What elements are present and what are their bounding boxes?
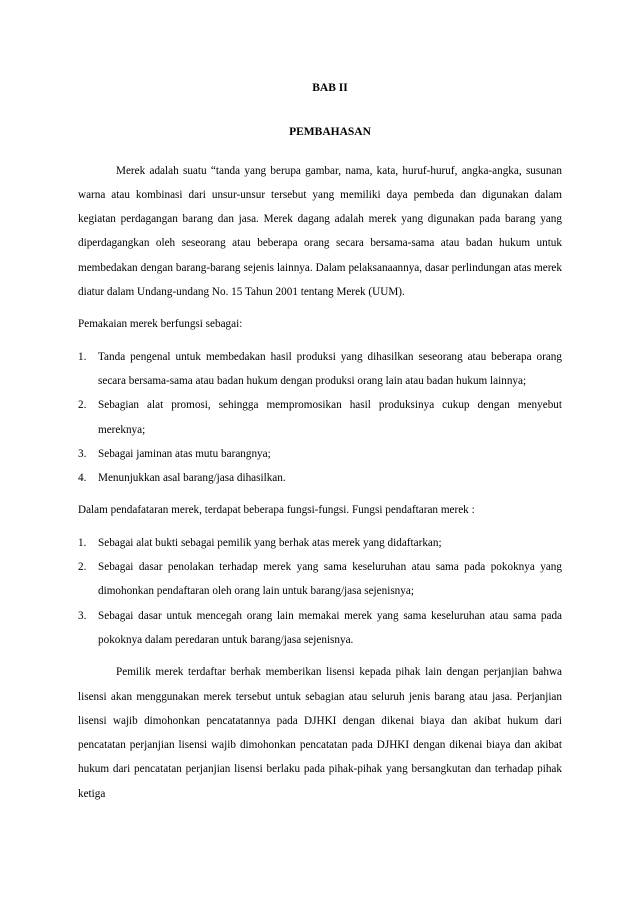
pendaftaran-list <box>78 531 562 652</box>
section-title: PEMBAHASAN <box>289 126 371 139</box>
list-number: 3. <box>78 447 87 460</box>
paragraph-lisensi: Pemilik merek terdaftar berhak memberikan lisensi kepada pihak lain dengan perjanjian bahwa lisensi akan menggunakan merek tersebut untuk sebagian atau seluruh jenis barang atau jasa. Perjanjian lisensi wajib dimohonkan pencatatannya pada DJHKI dengan dikenai biaya dan akibat hukum dari pencatatan perjanjian lisensi wajib dimohonkan pencatatan pada DJHKI dengan dikenai biaya dan akibat hukum dari pencatatan perjanjian lisensi berlaku pada pihak-pihak yang bersangkutan dan terhadap pihak ketiga <box>78 666 562 800</box>
list-item <box>78 345 562 394</box>
list-number: 4. <box>78 472 87 485</box>
list-item <box>78 604 562 653</box>
fungsi-intro: Pemakaian merek berfungsi sebagai: <box>78 318 243 331</box>
list-number: 1. <box>78 536 87 549</box>
chapter-heading: BAB II <box>312 82 348 94</box>
list-text: Sebagai dasar penolakan terhadap merek yang sama keseluruhan atau sama pada pokoknya yang dimohonkan pendaftaran oleh orang lain untuk barang/jasa sejenisnya; <box>98 561 562 598</box>
paragraph-merek-definition: Merek adalah suatu “tanda yang berupa gambar, nama, kata, huruf-huruf, angka-angka, susunan warna atau kombinasi dari unsur-unsur tersebut yang memiliki daya pembeda dan digunakan dalam kegiatan perdagangan barang dan jasa. Merek dagang adalah merek yang digunakan pada barang yang diperdagangkan oleh seseorang atau beberapa orang secara bersama-sama atau badan hukum untuk membedakan dengan barang-barang sejenis lainnya. Dalam pelaksanaannya, dasar perlindungan atas merek diatur dalam Undang-undang No. 15 Tahun 2001 tentang Merek (UUM). <box>78 164 562 299</box>
list-text: Sebagai alat bukti sebagai pemilik yang berhak atas merek yang didaftarkan; <box>98 536 442 549</box>
list-item <box>78 442 562 466</box>
list-item <box>78 531 562 555</box>
list-number: 2. <box>78 561 87 574</box>
list-item <box>78 466 562 490</box>
pendaftaran-intro: Dalam pendafataran merek, terdapat beberapa fungsi-fungsi. Fungsi pendaftaran merek : <box>78 504 475 517</box>
list-text: Menunjukkan asal barang/jasa dihasilkan. <box>98 472 286 485</box>
list-number: 3. <box>78 609 87 622</box>
list-item <box>78 393 562 442</box>
fungsi-list <box>78 345 562 491</box>
list-text: Sebagai jaminan atas mutu barangnya; <box>98 447 271 460</box>
list-text: Sebagian alat promosi, sehingga mempromosikan hasil produksinya cukup dengan menyebut mereknya; <box>98 399 562 436</box>
list-number: 1. <box>78 350 87 363</box>
list-text: Tanda pengenal untuk membedakan hasil produksi yang dihasilkan seseorang atau beberapa orang secara bersama-sama atau badan hukum dengan produksi orang lain atau badan hukum lainnya; <box>98 350 562 387</box>
list-text: Sebagai dasar untuk mencegah orang lain memakai merek yang sama keseluruhan atau sama pada pokoknya dalam peredaran untuk barang/jasa sejenisnya. <box>98 609 562 646</box>
list-number: 2. <box>78 399 87 412</box>
list-item <box>78 555 562 604</box>
